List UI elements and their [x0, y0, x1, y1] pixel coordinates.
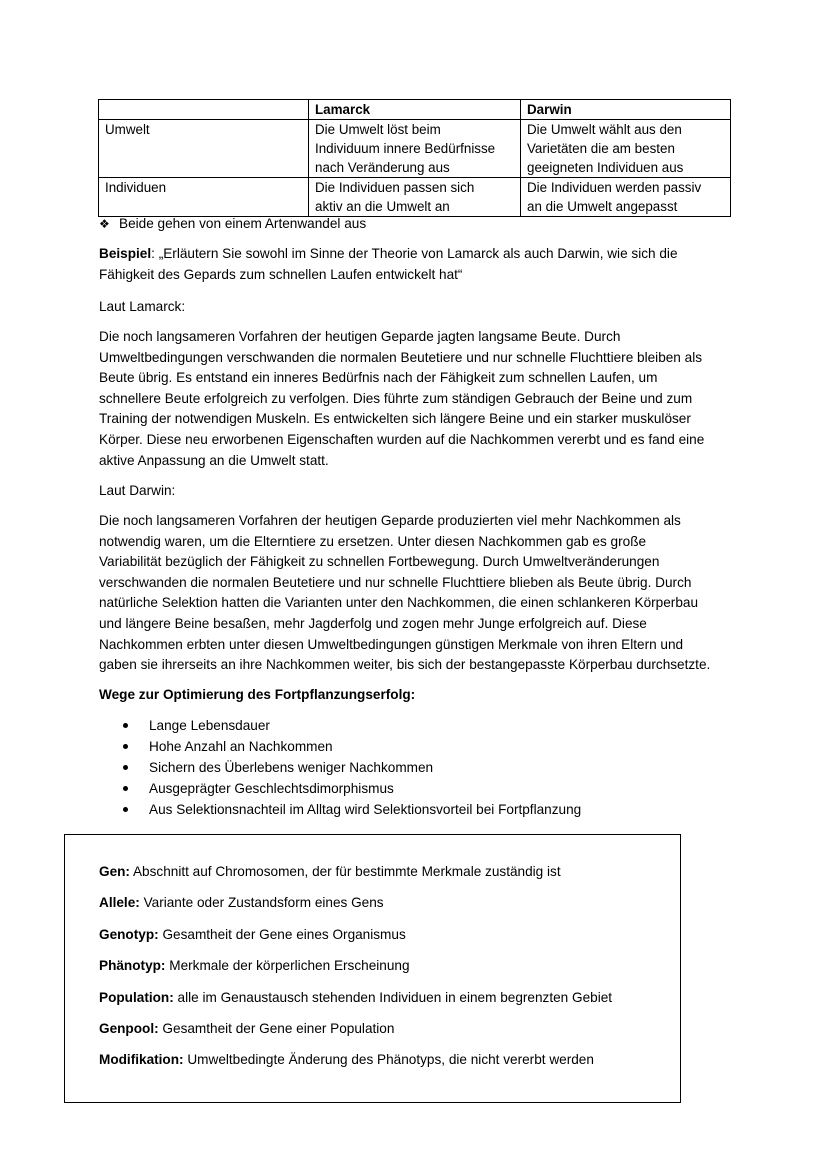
- table-cell-darwin: [521, 178, 731, 217]
- list-item: Sichern des Überlebens weniger Nachkommen: [99, 757, 731, 778]
- table-row-label: Individuen: [99, 178, 309, 217]
- definition-phaenotyp: Phänotyp: Merkmale der körperlichen Erscheinung: [99, 958, 410, 973]
- darwin-heading: Laut Darwin:: [99, 483, 176, 498]
- table-row-label: Umwelt: [99, 120, 309, 178]
- list-item: Hohe Anzahl an Nachkommen: [99, 736, 731, 757]
- cell-line: aktiv an die Umwelt an: [315, 199, 450, 214]
- table-row-umwelt: [99, 120, 731, 178]
- bullet-icon: [123, 786, 128, 791]
- definition-gen: Gen: Abschnitt auf Chromosomen, der für bestimmte Merkmale zuständig ist: [99, 864, 561, 879]
- bullet-icon: [123, 765, 128, 770]
- diamond-bullet-icon: ❖: [99, 217, 110, 231]
- paragraph-line: Die noch langsameren Vorfahren der heutigen Geparde jagten langsame Beute. Durch: [99, 329, 621, 344]
- definitions-box: [64, 834, 681, 1103]
- definition-modifikation: Modifikation: Umweltbedingte Änderung des Phänotyps, die nicht vererbt werden: [99, 1052, 594, 1067]
- paragraph-line: schnellere Beute erfolgreich zu verfolgen. Dies führte zum ständigen Gebrauch der Beine und zum: [99, 390, 693, 406]
- list-item: Lange Lebensdauer: [99, 715, 731, 736]
- definition-genpool: Genpool: Gesamtheit der Gene einer Population: [99, 1021, 395, 1036]
- cell-line: Die Umwelt wählt aus den: [527, 122, 682, 137]
- table-header-row: [99, 100, 731, 120]
- cell-line: Die Individuen werden passiv: [527, 180, 702, 195]
- paragraph-line: Beute übrig. Es entstand ein inneres Bedürfnis nach der Fähigkeit zum schnellen Laufen, um: [99, 370, 658, 386]
- table-header-cell-empty: [99, 100, 309, 120]
- wege-list: [99, 715, 731, 820]
- bullet-icon: [123, 744, 128, 749]
- cell-line: Varietäten die am besten: [527, 141, 675, 156]
- cell-line: geeigneten Individuen aus: [527, 160, 684, 175]
- bullet-icon: [123, 807, 128, 812]
- comparison-table: [98, 99, 731, 217]
- paragraph-line: Die noch langsameren Vorfahren der heutigen Geparde produzierten viel mehr Nachkommen als: [99, 513, 681, 528]
- paragraph-line: natürliche Selektion hatten die Varianten unter den Nachkommen, die einen schlankeren Körperbau: [99, 595, 699, 611]
- definition-allele: Allele: Variante oder Zustandsform eines Gens: [99, 895, 384, 910]
- note-text: Beide gehen von einem Artenwandel aus: [119, 216, 367, 231]
- paragraph-line: und längere Beine besaßen, mehr Jagderfolg und zogen mehr Junge erfolgreich auf. Diese: [99, 615, 647, 631]
- paragraph-line: Nachkommen erbten unter diesen Umweltbedingungen günstigen Merkmale von ihren Eltern und: [99, 636, 684, 652]
- lamarck-paragraph: [99, 327, 731, 471]
- beispiel-line: : „Erläutern Sie sowohl im Sinne der Theorie von Lamarck als auch Darwin, wie sich die: [151, 246, 678, 261]
- paragraph-line: Körper. Diese neu erworbenen Eigenschaften wurden auf die Nachkommen vererbt und es fand eine: [99, 431, 705, 447]
- definition-population: Population: alle im Genaustausch stehenden Individuen in einem begrenzten Gebiet: [99, 990, 613, 1005]
- wege-heading: Wege zur Optimierung des Fortpflanzungserfolg:: [99, 687, 416, 702]
- definition-genotyp: Genotyp: Gesamtheit der Gene eines Organismus: [99, 927, 406, 942]
- lamarck-heading: Laut Lamarck:: [99, 299, 186, 314]
- table-header-darwin: Darwin: [521, 100, 731, 120]
- table-cell-darwin: [521, 120, 731, 178]
- cell-line: Individuum innere Bedürfnisse: [315, 141, 496, 156]
- cell-line: Die Individuen passen sich: [315, 180, 475, 195]
- note-line: [99, 214, 731, 235]
- cell-line: nach Veränderung aus: [315, 160, 450, 175]
- beispiel-paragraph: [99, 244, 731, 285]
- table-cell-lamarck: [309, 178, 521, 217]
- beispiel-line: Fähigkeit des Gepards zum schnellen Laufen entwickelt hat“: [99, 266, 463, 282]
- paragraph-line: verschwanden die normalen Beutetiere und nur schnelle Fluchttiere blieben als Beute übrig. Durch: [99, 574, 692, 590]
- paragraph-line: Variabilität bezüglich der Fähigkeit zu schnellen Fortbewegung. Durch Umweltveränderungen: [99, 554, 660, 570]
- table-header-lamarck: Lamarck: [309, 100, 521, 120]
- paragraph-line: notwendig waren, um die Elterntiere zu ersetzen. Unter diesen Nachkommen gab es große: [99, 533, 647, 549]
- cell-line: an die Umwelt angepasst: [527, 199, 678, 214]
- darwin-paragraph: [99, 511, 731, 676]
- paragraph-line: Training der notwendigen Muskeln. Es entwickelten sich längere Beine und ein starker muskulöser: [99, 411, 691, 427]
- table-cell-lamarck: [309, 120, 521, 178]
- cell-line: Die Umwelt löst beim: [315, 122, 441, 137]
- paragraph-line: aktive Anpassung an die Umwelt statt.: [99, 452, 329, 468]
- paragraph-line: Umweltbedingungen verschwanden die normalen Beutetiere und nur schnelle Fluchttiere bleiben als: [99, 349, 703, 365]
- bullet-icon: [123, 723, 128, 728]
- table-row-individuen: [99, 178, 731, 217]
- paragraph-line: gaben sie ihrerseits an ihre Nachkommen weiter, bis sich der bestangepasste Körperbau durchsetzte.: [99, 657, 711, 673]
- list-item: Ausgeprägter Geschlechtsdimorphismus: [99, 778, 731, 799]
- list-item: Aus Selektionsnachteil im Alltag wird Selektionsvorteil bei Fortpflanzung: [99, 799, 731, 820]
- beispiel-label: Beispiel: [99, 246, 152, 261]
